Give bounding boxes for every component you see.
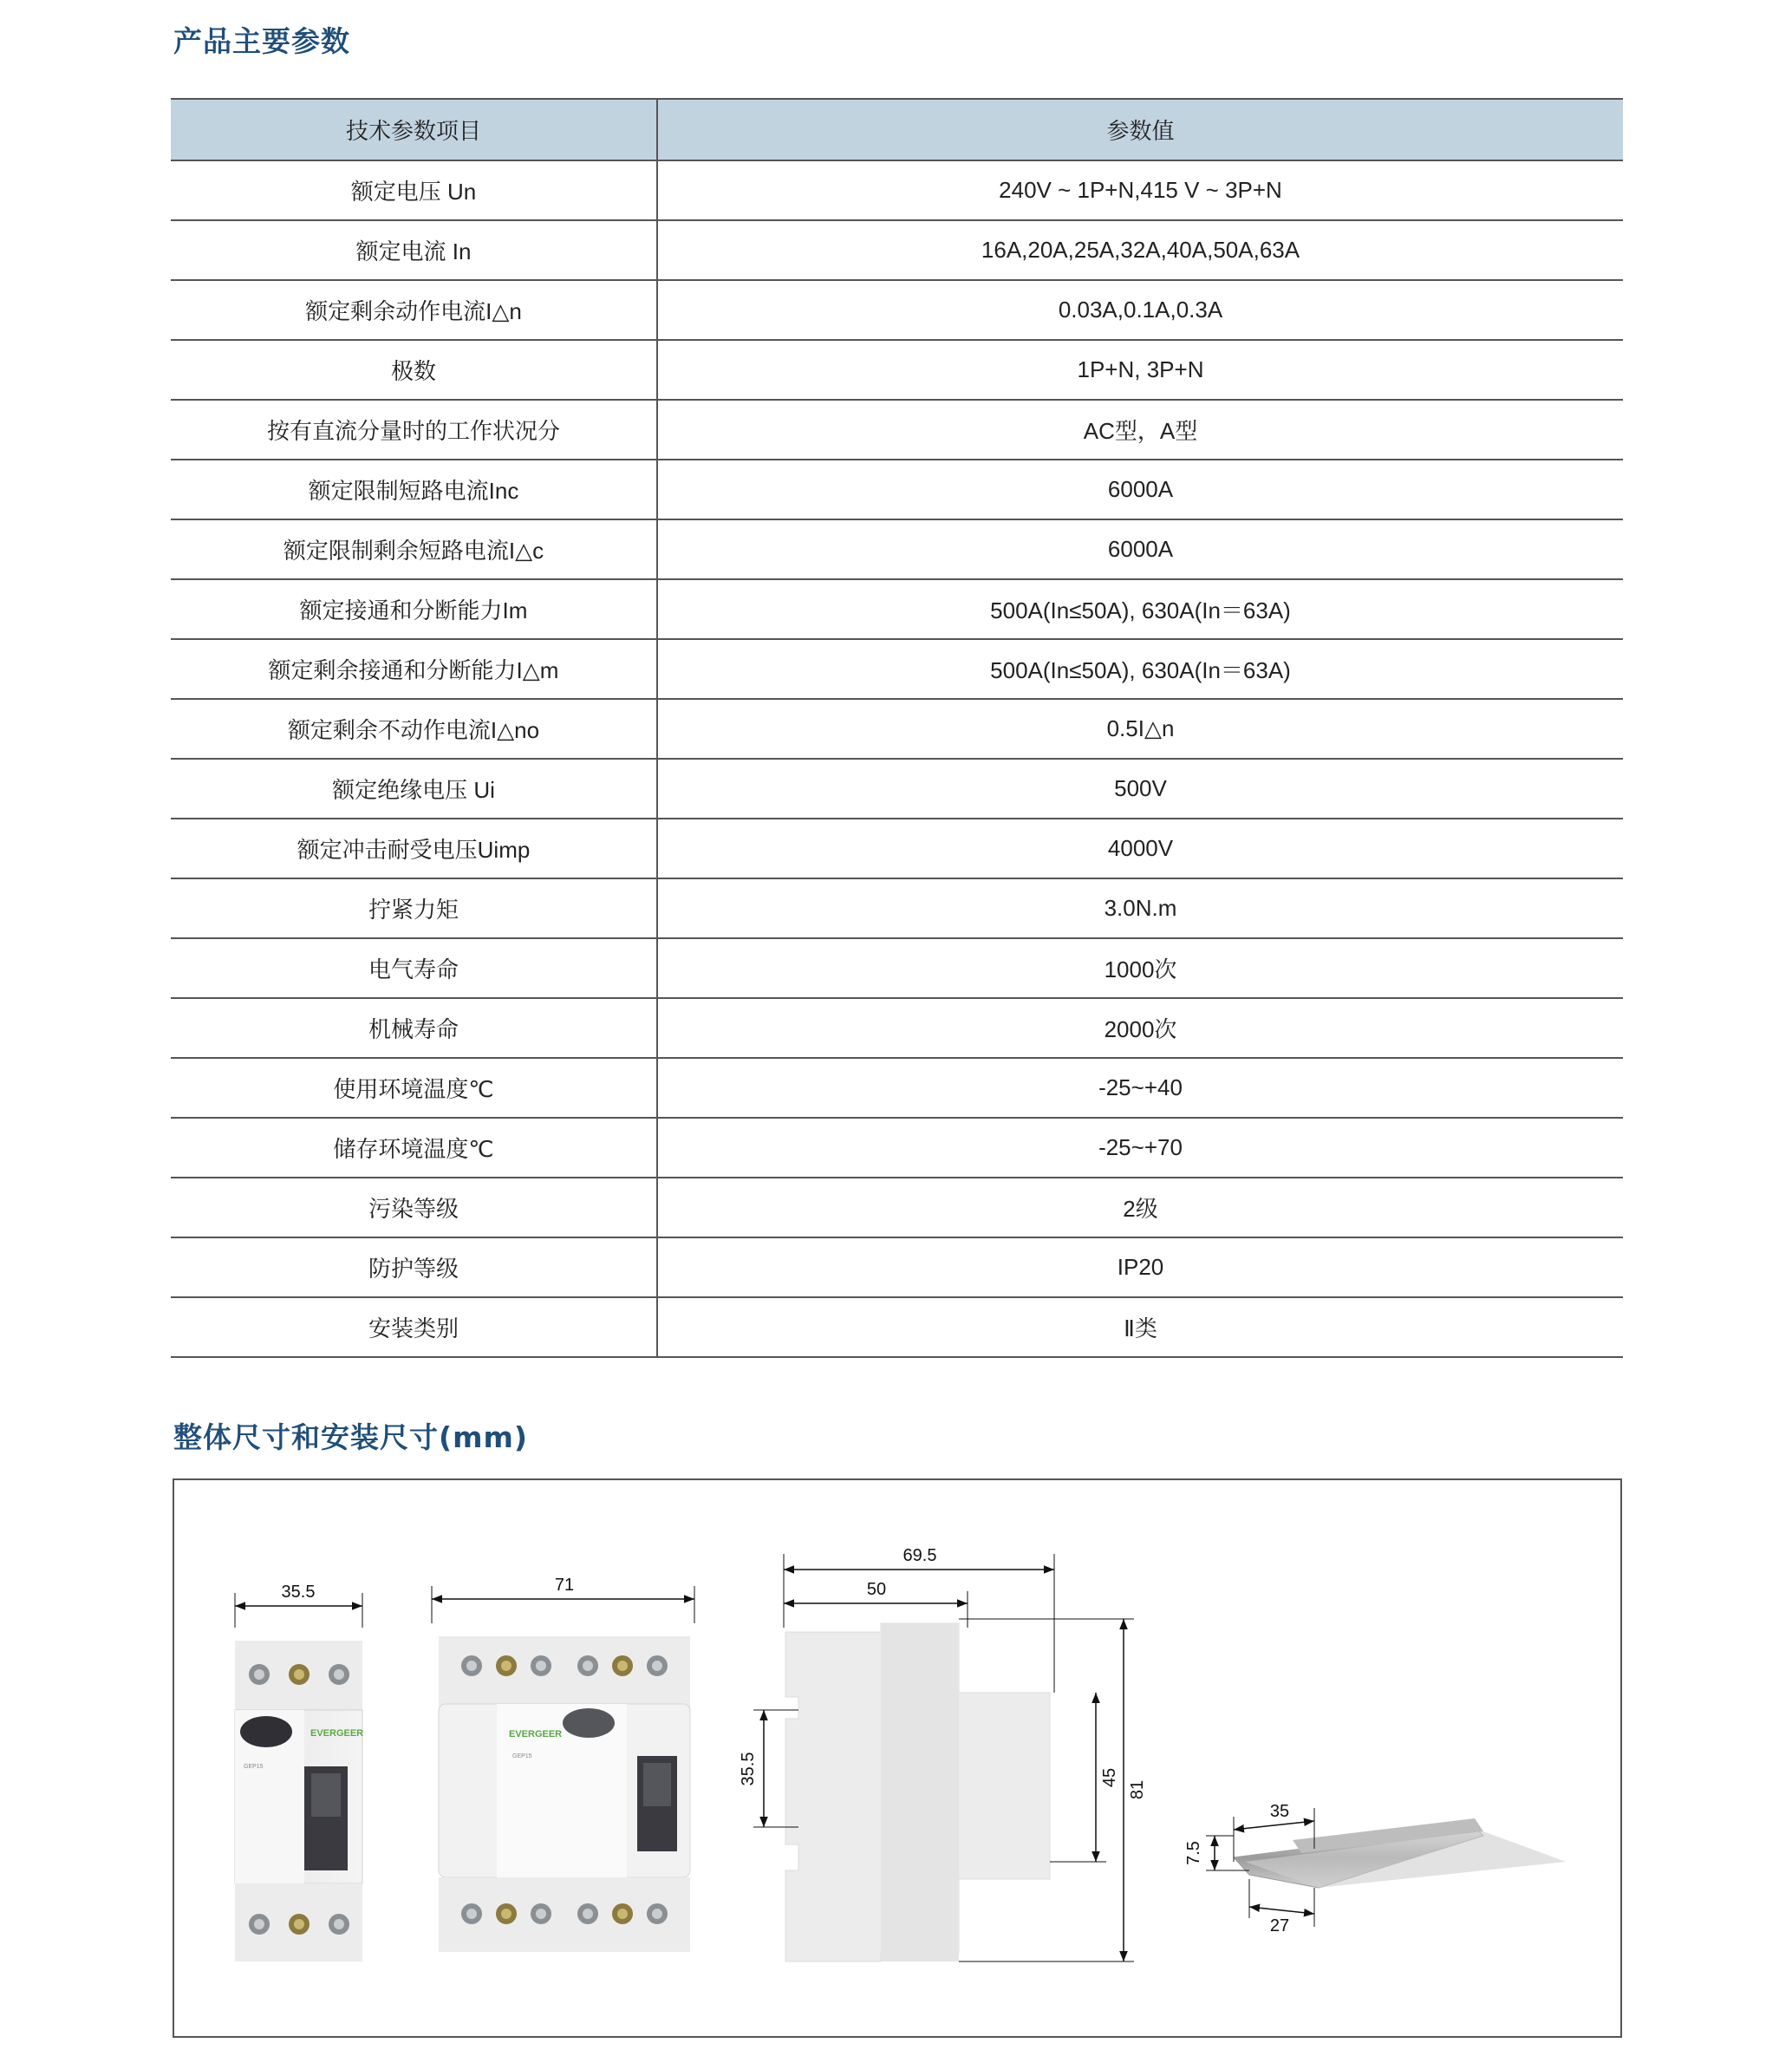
- table-row: [171, 938, 1623, 998]
- rcd-2p-model: GEP15: [244, 1764, 264, 1770]
- parameter-name-cell: 污染等级: [171, 1178, 657, 1237]
- parameter-name-cell: 额定绝缘电压 Ui: [171, 759, 657, 819]
- parameter-name-cell: 机械寿命: [171, 998, 657, 1058]
- parameter-name-cell: 极数: [171, 340, 657, 400]
- table-row: [171, 1297, 1623, 1357]
- parameter-name-cell: 额定电流 In: [171, 220, 657, 280]
- parameter-name-cell: 拧紧力矩: [171, 878, 657, 938]
- parameter-value-cell: -25~+70: [657, 1118, 1623, 1178]
- table-row: [171, 878, 1623, 938]
- table-header-row: [171, 99, 1623, 160]
- dim-rail-width: 35: [1269, 1802, 1290, 1821]
- parameter-value-cell: 4000V: [657, 819, 1623, 878]
- rcd-2p-front-view: [235, 1583, 363, 1961]
- table-row: [171, 280, 1623, 340]
- parameter-name-cell: 额定剩余接通和分断能力I△m: [171, 639, 657, 699]
- dim-4p-width: 71: [554, 1576, 575, 1595]
- dim-side-total-height: 81: [1128, 1779, 1147, 1800]
- table-row: [171, 340, 1623, 400]
- table-row: [171, 400, 1623, 460]
- parameter-name-cell: 电气寿命: [171, 938, 657, 998]
- table-row: [171, 460, 1623, 519]
- header-parameter-value: 参数值: [657, 99, 1623, 160]
- table-row: [171, 1058, 1623, 1118]
- parameter-value-cell: 1P+N, 3P+N: [657, 340, 1623, 400]
- rcd-2p-brand: EVERGEER: [310, 1728, 364, 1739]
- parameter-name-cell: 额定接通和分断能力Im: [171, 579, 657, 639]
- din-rail-view: [1184, 1802, 1566, 1935]
- parameter-value-cell: 6000A: [657, 460, 1623, 519]
- parameter-value-cell: 500A(In≤50A), 630A(In＝63A): [657, 639, 1623, 699]
- parameter-name-cell: 额定限制剩余短路电流I△c: [171, 519, 657, 579]
- table-row: [171, 699, 1623, 759]
- section-title-dimensions: 整体尺寸和安装尺寸(mm): [173, 1420, 528, 1454]
- dim-side-overall-depth: 69.5: [903, 1546, 937, 1565]
- table-row: [171, 160, 1623, 220]
- table-row: [171, 1118, 1623, 1178]
- dim-side-front-height: 45: [1100, 1767, 1119, 1788]
- header-parameter-item: 技术参数项目: [171, 99, 657, 160]
- section-title-parameters: 产品主要参数: [173, 24, 350, 58]
- dim-rail-base: 27: [1269, 1916, 1290, 1935]
- parameter-value-cell: 240V ~ 1P+N,415 V ~ 3P+N: [657, 160, 1623, 220]
- parameter-name-cell: 使用环境温度℃: [171, 1058, 657, 1118]
- table-row: [171, 519, 1623, 579]
- rcd-4p-front-view: [432, 1576, 694, 1952]
- dim-side-inner-depth: 50: [866, 1580, 887, 1599]
- dim-2p-width: 35.5: [281, 1583, 316, 1602]
- dimension-drawings-svg: [174, 1480, 1624, 2040]
- table-row: [171, 998, 1623, 1058]
- parameter-value-cell: -25~+40: [657, 1058, 1623, 1118]
- rcd-4p-brand: EVERGEER: [509, 1729, 563, 1739]
- parameter-name-cell: 储存环境温度℃: [171, 1118, 657, 1178]
- parameter-value-cell: Ⅱ类: [657, 1297, 1623, 1357]
- parameter-name-cell: 防护等级: [171, 1237, 657, 1297]
- parameter-value-cell: 500A(In≤50A), 630A(In＝63A): [657, 579, 1623, 639]
- parameter-name-cell: 额定剩余动作电流I△n: [171, 280, 657, 340]
- parameter-name-cell: 按有直流分量时的工作状况分: [171, 400, 657, 460]
- parameter-value-cell: 1000次: [657, 938, 1623, 998]
- parameter-name-cell: 额定剩余不动作电流I△no: [171, 699, 657, 759]
- parameter-value-cell: 0.5I△n: [657, 699, 1623, 759]
- table-row: [171, 819, 1623, 878]
- parameter-name-cell: 额定限制短路电流Inc: [171, 460, 657, 519]
- dimension-drawings: [173, 1478, 1622, 2038]
- table-row: [171, 759, 1623, 819]
- parameters-table: [171, 98, 1623, 1358]
- table-row: [171, 1237, 1623, 1297]
- parameter-value-cell: 2000次: [657, 998, 1623, 1058]
- dim-side-rail-height: 35.5: [739, 1752, 758, 1786]
- parameter-value-cell: AC型，A型: [657, 400, 1623, 460]
- dim-rail-height: 7.5: [1184, 1841, 1203, 1865]
- parameter-value-cell: 3.0N.m: [657, 878, 1623, 938]
- parameter-value-cell: 500V: [657, 759, 1623, 819]
- parameter-value-cell: IP20: [657, 1237, 1623, 1297]
- parameter-value-cell: 6000A: [657, 519, 1623, 579]
- parameter-name-cell: 额定冲击耐受电压Uimp: [171, 819, 657, 878]
- parameter-value-cell: 16A,20A,25A,32A,40A,50A,63A: [657, 220, 1623, 280]
- table-row: [171, 579, 1623, 639]
- table-row: [171, 639, 1623, 699]
- parameter-value-cell: 0.03A,0.1A,0.3A: [657, 280, 1623, 340]
- parameter-value-cell: 2级: [657, 1178, 1623, 1237]
- parameter-name-cell: 安装类别: [171, 1297, 657, 1357]
- table-row: [171, 220, 1623, 280]
- parameter-name-cell: 额定电压 Un: [171, 160, 657, 220]
- rcd-side-view: [739, 1546, 1147, 1961]
- rcd-4p-model: GEP15: [512, 1753, 532, 1759]
- table-row: [171, 1178, 1623, 1237]
